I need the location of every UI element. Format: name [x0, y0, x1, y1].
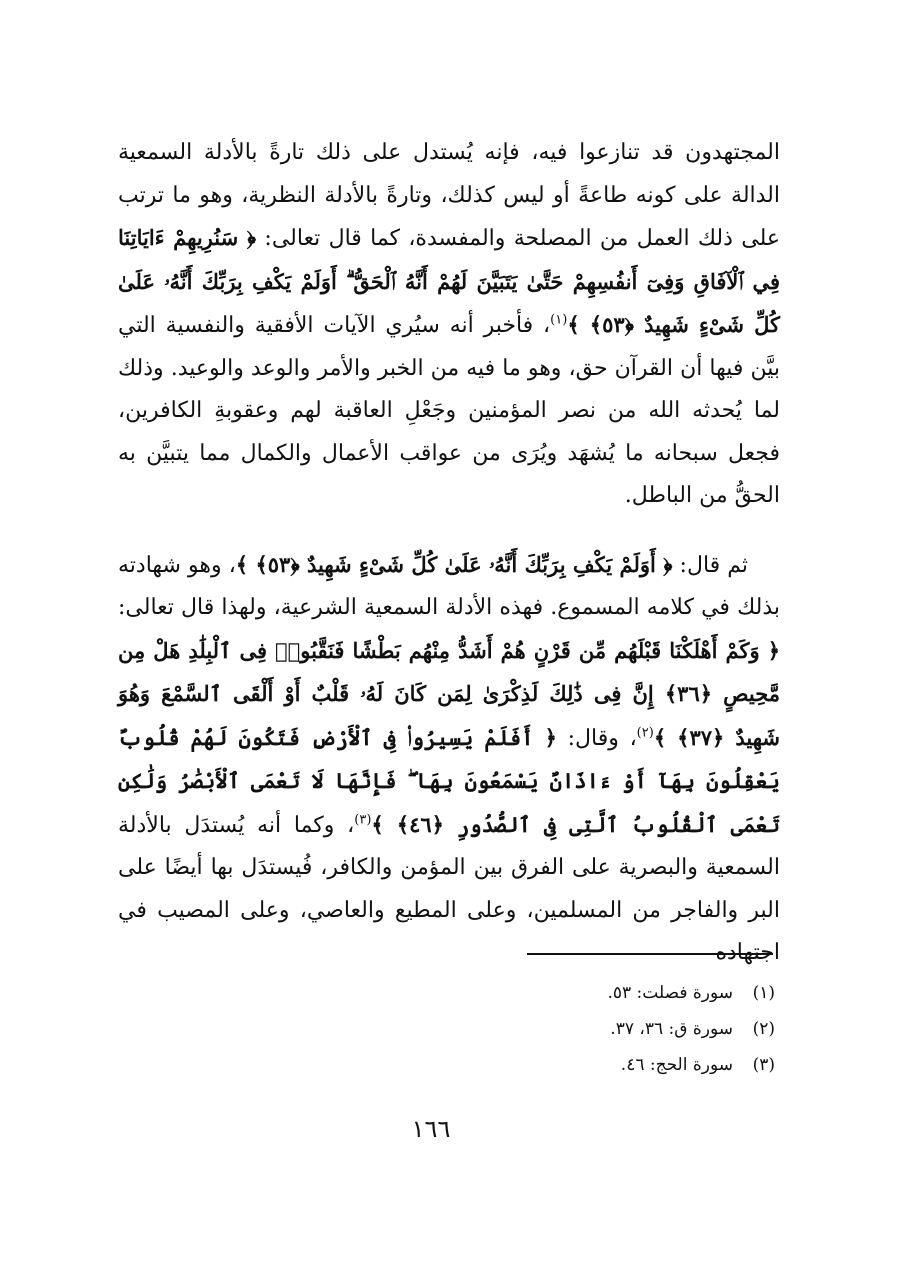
paragraph-2	[118, 544, 780, 975]
footnote-text: سورة ق: ٣٦، ٣٧.	[610, 1019, 733, 1039]
text-segment: ، فأخبر أنه سيُري الآيات الأفقية والنفسية التي بيَّن فيها أن القرآن حق، وهو ما فيه من الخبر والأمر والوعد والوعيد. وذلك لما يُحدثه الله من نصر المؤمنين وجَعْلِ العاقبة لهم وعقوبةِ الكافرين، فجعل سبحانه ما يُشهَد ويُرَى من عواقب الأعمال والكمال مما يتبيَّن به الحقُّ من الباطل.	[118, 313, 780, 508]
text-segment: المجتهدون قد تنازعوا فيه، فإنه يُستدل على ذلك تارةً بالأدلة السمعية الدالة على كونه طاعةً أو ليس كذلك، وتارةً بالأدلة النظرية، وهو ما ترتب على ذلك العمل من المصلحة والمفسدة، كما قال تعالى:	[118, 140, 780, 251]
footnote-number: (٣)	[752, 1055, 775, 1075]
text-segment: ، وهو شهادته بذلك في كلامه المسموع. فهذه الأدلة السمعية الشرعية، ولهذا قال تعالى:	[118, 552, 780, 620]
footnotes	[430, 975, 775, 1083]
text-segment: ثم قال:	[672, 552, 748, 578]
footnote-number: (٢)	[752, 1019, 775, 1039]
footnote-item	[430, 1047, 775, 1083]
footnote-marker[interactable]: (٣)	[354, 812, 372, 828]
text-segment: ، وكما أنه يُستدَل بالأدلة السمعية والبصرية على الفرق بين المؤمن والكافر، فُيستدَل بها أيضًا على البر والفاجر من المسلمين، وعلى المطيع والعاصي، وعلى المصيب في اجتهاده	[118, 812, 780, 965]
quran-verse: ﴿ سَنُرِيهِمْ ءَايَاتِنَا فِي ٱلْآفَاقِ وَفِىٓ أَنفُسِهِمْ حَتَّىٰ يَتَبَيَّنَ لَهُمْ أَنَّهُ ٱلْحَقُّ ۗ أَوَلَمْ يَكْفِ بِرَبِّكَ أَنَّهُۥ عَلَىٰ كُلِّ شَىْءٍ شَهِيدٌ ﴿٥٣﴾ ﴾	[118, 225, 781, 337]
footnote-number: (١)	[752, 983, 775, 1003]
footnote-item	[430, 975, 775, 1011]
footnote-divider	[527, 953, 773, 955]
quran-verse: ﴿ أَفَلَمْ يَسِيرُوا۟ فِى ٱلْأَرْضِ فَتَكُونَ لَهُمْ قُلُوبٌ يَعْقِلُونَ بِهَآ أَوْ ءَاذَانٌ يَسْمَعُونَ بِهَا ۖ فَإِنَّهَا لَا تَعْمَى ٱلْأَبْصَٰرُ وَلَٰكِن تَعْمَى ٱلْقُلُوبُ ٱلَّتِى فِى ٱلصُّدُورِ ﴿٤٦﴾ ﴾	[118, 724, 780, 837]
text-segment: ، وقال:	[556, 725, 637, 751]
paragraph-1	[118, 132, 780, 518]
footnote-marker[interactable]: (١)	[550, 312, 568, 328]
footnote-text: سورة الحج: ٤٦.	[620, 1055, 733, 1075]
footnote-item	[430, 1011, 775, 1047]
footnote-text: سورة فصلت: ٥٣.	[607, 983, 733, 1003]
page-number: ١٦٦	[411, 1115, 451, 1143]
main-text	[118, 132, 780, 975]
footnote-marker[interactable]: (٢)	[636, 725, 654, 741]
quran-verse: ﴿ أَوَلَمْ يَكْفِ بِرَبِّكَ أَنَّهُۥ عَلَىٰ كُلِّ شَىْءٍ شَهِيدٌ ﴿٥٣﴾ ﴾	[235, 551, 673, 577]
quran-verse: ﴿ وَكَمْ أَهْلَكْنَا قَبْلَهُم مِّن قَرْنٍ هُمْ أَشَدُّ مِنْهُم بَطْشًا فَنَقَّبُوا۟ فِى ٱلْبِلَٰدِ هَلْ مِن مَّحِيصٍ ﴿٣٦﴾ إِنَّ فِى ذَٰلِكَ لَذِكْرَىٰ لِمَن كَانَ لَهُۥ قَلْبٌ أَوْ أَلْقَى ٱلسَّمْعَ وَهُوَ شَهِيدٌ ﴿٣٧﴾ ﴾	[118, 637, 781, 750]
